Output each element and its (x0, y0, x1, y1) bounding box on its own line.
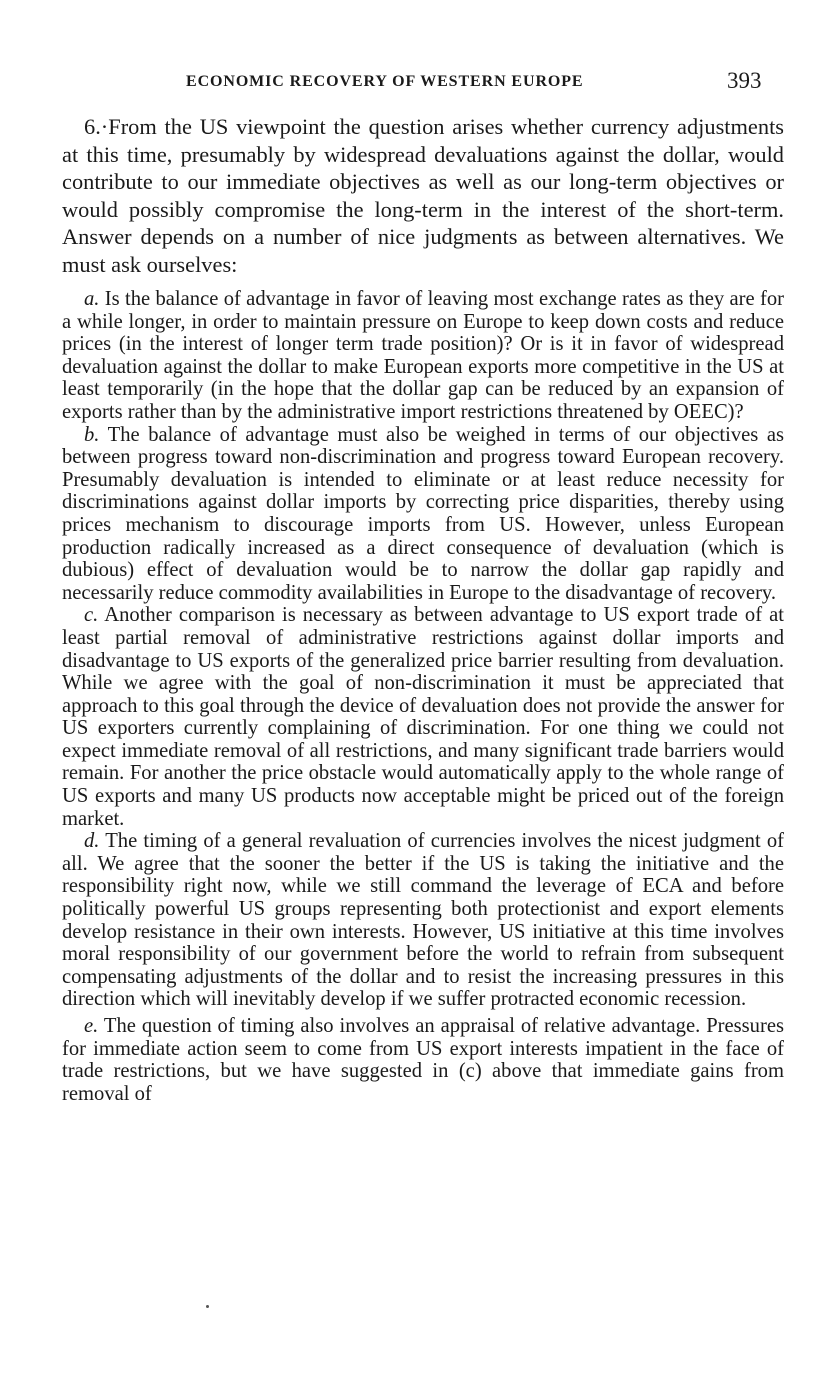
running-title: ECONOMIC RECOVERY OF WESTERN EUROPE (186, 73, 584, 90)
intro-paragraph: 6.·From the US viewpoint the question arises whether currency adjustments at this time, presumably by widespread devaluations against the dollar, would contribute to our immediate objectives as well as our long-term objectives or would possibly compromise the long-term in the interest of the short-term. Answer depends on a number of nice judgments as between alternatives. We must ask ourselves: (62, 114, 784, 277)
paragraph-c (62, 604, 784, 830)
print-speck (206, 1305, 209, 1308)
page-number: 393 (727, 68, 762, 93)
paragraph-a (62, 288, 784, 424)
paragraph-letter: e. (84, 1015, 99, 1037)
paragraph-letter: c. (84, 604, 99, 627)
paragraph-text: The question of timing also involves an appraisal of relative advantage. Pressures for immediate action seem to come from US export interests impatient in the face of trade restrictions, but we have suggested in (c) above that immediate gains from removal of (62, 1015, 784, 1105)
paragraph-d (62, 830, 784, 1011)
paragraph-text: Is the balance of advantage in favor of leaving most exchange rates as they are for a while longer, in order to maintain pressure on Europe to keep down costs and reduce prices (in the interest of longer term trade position)? Or is it in favor of widespread devaluation against the dollar to make European exports more competitive in the US at least temporarily (in the hope that the dollar gap can be reduced by an expansion of exports rather than by the administrative import restrictions threatened by OEEC)? (62, 288, 784, 423)
paragraph-b (62, 424, 784, 605)
body-text (62, 113, 784, 1105)
paragraph-text: The balance of advantage must also be weighed in terms of our objectives as between progress toward non-discrimination and progress toward European recovery. Presumably devaluation is intended to eliminate or at least reduce necessity for discriminations against dollar imports by correcting price disparities, thereby using prices mechanism to discourage imports from US. However, unless European production radically increased as a direct consequence of devaluation (which is dubious) effect of devaluation would be to narrow the dollar gap rapidly and necessarily reduce commodity availabilities in Europe to the disadvantage of recovery. (62, 423, 784, 604)
paragraph-letter: b. (84, 423, 100, 446)
paragraph-text: Another comparison is necessary as between advantage to US export trade of at least partial removal of administrative restrictions against dollar imports and disadvantage to US exports of the generalized price barrier resulting from devaluation. While we agree with the goal of non-discrimination it must be appreciated that approach to this goal through the device of devaluation does not provide the answer for US exporters currently complaining of discrimination. For one thing we could not expect immediate removal of all restrictions, and many significant trade barriers would remain. For another the price obstacle would automatically apply to the whole range of US exports and many US products now acceptable might be priced out of the foreign market. (62, 604, 784, 830)
paragraph-e (62, 1015, 784, 1105)
paragraph-text: The timing of a general revaluation of currencies involves the nicest judgment of all. We agree that the sooner the better if the US is taking the initiative and the responsibility right now, while we still command the leverage of ECA and before politically powerful US groups representing both protectionist and export elements develop resistance in their own interests. However, US initiative at this time involves moral responsibility of our government before the world to refrain from subsequent compensating adjustments of the dollar and to resist the increasing pressures in this direction which will inevitably develop if we suffer protracted economic recession. (62, 830, 784, 1011)
paragraph-letter: a. (84, 288, 100, 310)
paragraph-letter: d. (84, 830, 100, 853)
